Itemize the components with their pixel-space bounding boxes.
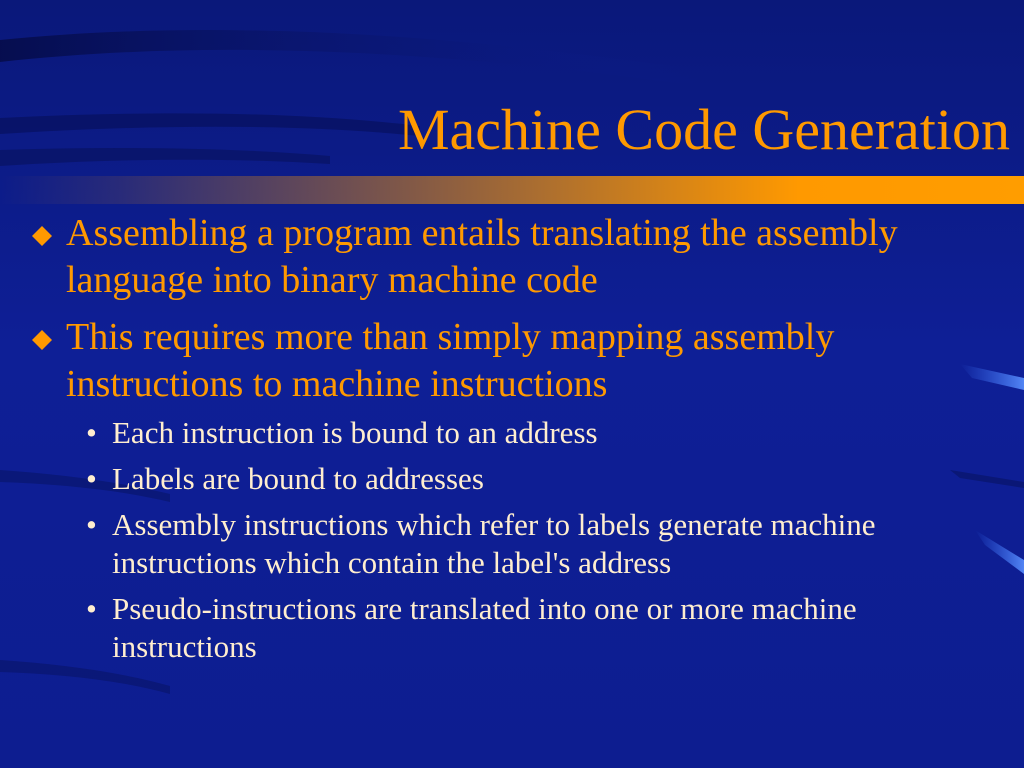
sub-bullet-text: Assembly instructions which refer to labels generate machine instructions which contain the label's address xyxy=(112,507,876,580)
dot-bullet-icon: • xyxy=(86,415,97,450)
bullet-text: This requires more than simply mapping assembly instructions to machine instructions xyxy=(66,316,835,405)
sub-bullet-text: Labels are bound to addresses xyxy=(112,461,484,496)
dot-bullet-icon: • xyxy=(86,591,97,626)
bullet-text: Assembling a program entails translating the assembly language into binary machine code xyxy=(66,212,898,301)
diamond-bullet-icon xyxy=(32,226,52,246)
sub-bullet-item xyxy=(30,590,995,666)
bullet-item xyxy=(30,210,995,304)
sub-bullet-item xyxy=(30,414,995,452)
dot-bullet-icon: • xyxy=(86,507,97,542)
sub-bullet-text: Each instruction is bound to an address xyxy=(112,415,598,450)
slide-title: Machine Code Generation xyxy=(397,97,1010,162)
sub-bullet-item xyxy=(30,506,995,582)
diamond-bullet-icon xyxy=(32,330,52,350)
bullet-item xyxy=(30,314,995,408)
dot-bullet-icon: • xyxy=(86,461,97,496)
title-underline-bar xyxy=(0,176,1024,204)
sub-bullet-item xyxy=(30,460,995,498)
slide-body xyxy=(30,210,995,674)
sub-bullet-text: Pseudo-instructions are translated into one or more machine instructions xyxy=(112,591,857,664)
